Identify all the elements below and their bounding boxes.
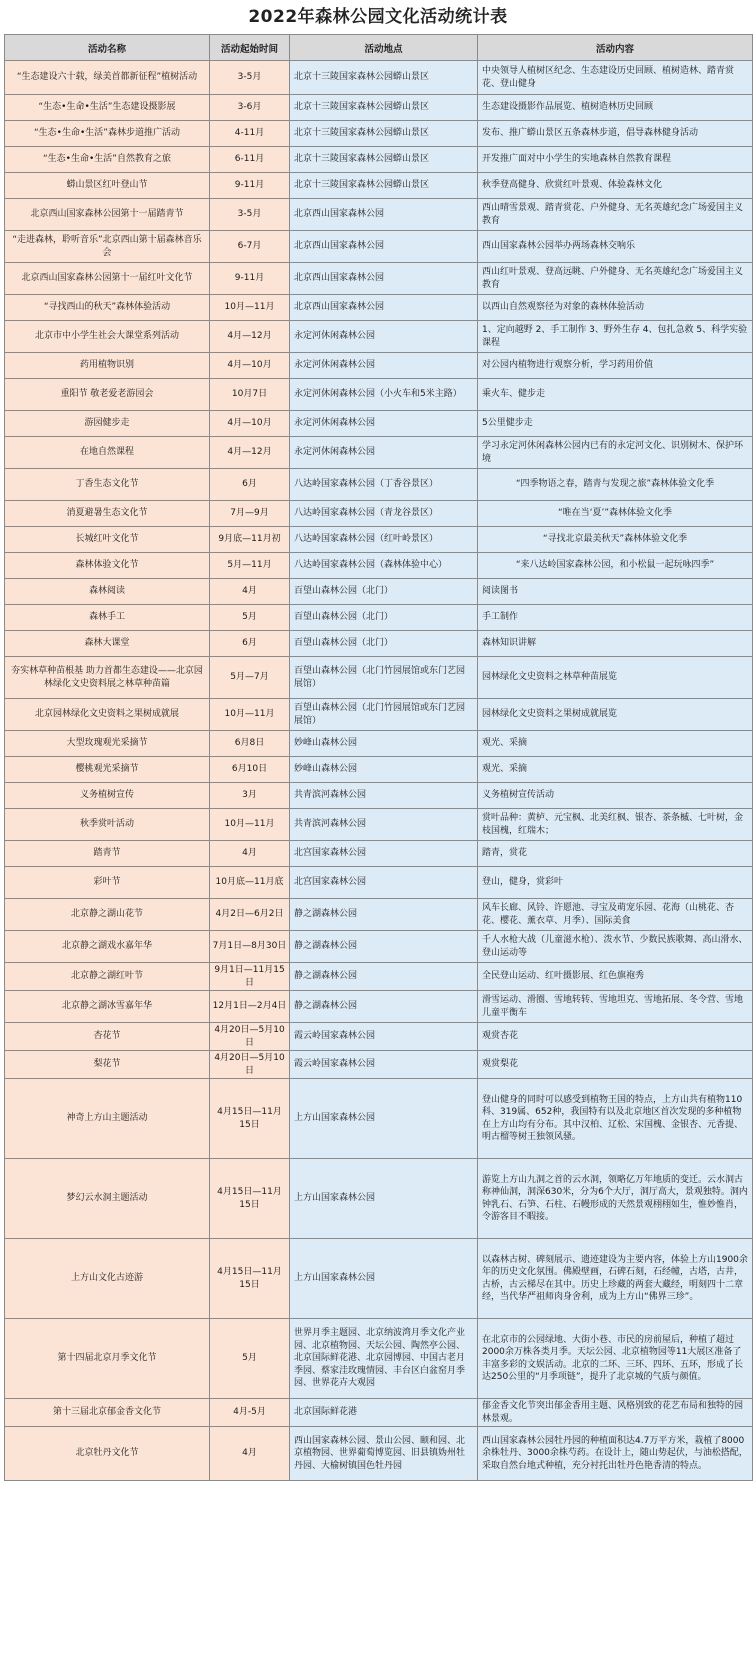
activity-name-cell: 踏青节 [5,841,210,867]
table-row [5,61,753,95]
table-row [5,1399,753,1427]
table-row [5,1319,753,1399]
location-cell: 永定河休闲森林公园 [290,321,478,353]
table-row [5,411,753,437]
content-cell: 以森林古树、碑刻展示、遗迹建设为主要内容，体验上方山1900余年的历史文化氛围。佛殿壁画，石碑石刻，石经幢，古塔，古井，古桥，古云梯尽在其中。历史上珍藏的两套大藏经，明刻四十二章经，当代华严祖师肉身舍利，成为上方山“佛界三珍”。 [478,1239,753,1319]
start-time-cell: 3-6月 [210,95,290,121]
content-cell: 1、定向越野 2、手工制作 3、野外生存 4、包扎急救 5、科学实验课程 [478,321,753,353]
start-time-cell: 5月 [210,605,290,631]
start-time-cell: 4月20日—5月10日 [210,1051,290,1079]
location-cell: 北京十三陵国家森林公园蟒山景区 [290,121,478,147]
start-time-cell: 4月 [210,579,290,605]
table-row [5,501,753,527]
content-cell: 西山国家森林公园举办两场森林交响乐 [478,231,753,263]
content-cell: 游览上方山九洞之首的云水洞，领略亿万年地质的变迁。云水洞古称神仙洞，洞深630米，分为6个大厅，洞厅高大，景观独特。洞内钟乳石、石笋、石柱、石幔形成的天然景观栩栩如生，惟妙惟肖，令游客目不暇接。 [478,1159,753,1239]
content-cell: 以西山自然观察径为对象的森林体验活动 [478,295,753,321]
content-cell: 手工制作 [478,605,753,631]
table-row [5,757,753,783]
header-location: 活动地点 [290,35,478,61]
start-time-cell: 9-11月 [210,263,290,295]
activity-name-cell: “寻找西山的秋天”森林体验活动 [5,295,210,321]
activity-name-cell: 北京牡丹文化节 [5,1427,210,1481]
table-row [5,991,753,1023]
location-cell: 北京西山国家森林公园 [290,231,478,263]
content-cell: 5公里健步走 [478,411,753,437]
location-cell: 北宫国家森林公园 [290,867,478,899]
start-time-cell: 6月8日 [210,731,290,757]
start-time-cell: 6月 [210,469,290,501]
activity-name-cell: 上方山文化古迹游 [5,1239,210,1319]
location-cell: 八达岭国家森林公园（青龙谷景区） [290,501,478,527]
start-time-cell: 3-5月 [210,61,290,95]
table-row [5,841,753,867]
start-time-cell: 10月—11月 [210,809,290,841]
activity-name-cell: “生态•生命•生活”自然教育之旅 [5,147,210,173]
content-cell: 西山红叶景观、登高远眺、户外健身、无名英雄纪念广场爱国主义教育 [478,263,753,295]
table-header-row [5,35,753,61]
table-row [5,263,753,295]
table-row [5,867,753,899]
activity-name-cell: 北京园林绿化文史资料之果树成就展 [5,699,210,731]
location-cell: 共青滨河森林公园 [290,783,478,809]
location-cell: 霞云岭国家森林公园 [290,1023,478,1051]
content-cell: 赏叶品种：黄栌、元宝枫、北美红枫、银杏、茶条槭、七叶树，金枝国槐，红瑞木； [478,809,753,841]
content-cell: 森林知识讲解 [478,631,753,657]
activity-name-cell: 重阳节 敬老爱老游园会 [5,379,210,411]
table-row [5,437,753,469]
content-cell: 西山国家森林公园牡丹园的种植面积达4.7万平方米，栽植了8000余株牡丹、3000余株芍药。在设计上，随山势起伏，与油松搭配，采取自然台地式种植，充分衬托出牡丹色艳香清的特点。 [478,1427,753,1481]
activity-name-cell: 梨花节 [5,1051,210,1079]
table-row [5,173,753,199]
start-time-cell: 5月—11月 [210,553,290,579]
start-time-cell: 4月2日—6月2日 [210,899,290,931]
start-time-cell: 5月 [210,1319,290,1399]
activity-name-cell: 神奇上方山主题活动 [5,1079,210,1159]
activity-table [4,34,753,1481]
location-cell: 妙峰山森林公园 [290,757,478,783]
start-time-cell: 10月—11月 [210,295,290,321]
content-cell: 乘火车、健步走 [478,379,753,411]
table-row [5,931,753,963]
start-time-cell: 3-5月 [210,199,290,231]
start-time-cell: 4月15日—11月15日 [210,1079,290,1159]
location-cell: 北宫国家森林公园 [290,841,478,867]
table-row [5,699,753,731]
start-time-cell: 7月—9月 [210,501,290,527]
content-cell: 观赏梨花 [478,1051,753,1079]
location-cell: 百望山森林公园（北门竹园展馆或东门艺园展馆） [290,657,478,699]
location-cell: 妙峰山森林公园 [290,731,478,757]
start-time-cell: 6月 [210,631,290,657]
table-row [5,121,753,147]
table-row [5,657,753,699]
activity-name-cell: 北京静之湖戏水嘉年华 [5,931,210,963]
content-cell: “来八达岭国家森林公园，和小松鼠一起玩咏四季” [478,553,753,579]
table-row [5,379,753,411]
activity-name-cell: “生态•生命•生活”生态建设摄影展 [5,95,210,121]
start-time-cell: 6-11月 [210,147,290,173]
start-time-cell: 6月10日 [210,757,290,783]
table-row [5,809,753,841]
table-row [5,1159,753,1239]
location-cell: 西山国家森林公园、景山公园、颐和园、北京植物园、世界葡萄博览园、旧县镇妫州牡丹园、大榆树镇国色牡丹园 [290,1427,478,1481]
start-time-cell: 4月—10月 [210,353,290,379]
activity-name-cell: 梦幻云水洞主题活动 [5,1159,210,1239]
content-cell: 开发推广面对中小学生的实地森林自然教育课程 [478,147,753,173]
content-cell: 中央领导人植树区纪念、生态建设历史回顾、植树造林、踏青赏花、登山健身 [478,61,753,95]
start-time-cell: 4月20日—5月10日 [210,1023,290,1051]
activity-name-cell: 秋季赏叶活动 [5,809,210,841]
activity-name-cell: 北京静之湖冰雪嘉年华 [5,991,210,1023]
start-time-cell: 10月—11月 [210,699,290,731]
activity-name-cell: 夯实林草种苗根基 助力首都生态建设——北京园林绿化文史资料展之林草种苗篇 [5,657,210,699]
table-row [5,899,753,931]
location-cell: 八达岭国家森林公园（丁香谷景区） [290,469,478,501]
table-row [5,1023,753,1051]
location-cell: 上方山国家森林公园 [290,1079,478,1159]
table-row [5,1427,753,1481]
header-start-time: 活动起始时间 [210,35,290,61]
location-cell: 百望山森林公园（北门竹园展馆或东门艺园展馆） [290,699,478,731]
start-time-cell: 4月—12月 [210,321,290,353]
location-cell: 静之湖森林公园 [290,991,478,1023]
location-cell: 霞云岭国家森林公园 [290,1051,478,1079]
table-row [5,1079,753,1159]
activity-name-cell: 北京静之湖山花节 [5,899,210,931]
content-cell: 园林绿化文史资料之林草种苗展览 [478,657,753,699]
location-cell: 北京国际鲜花港 [290,1399,478,1427]
activity-name-cell: “生态建设六十载，绿美首都新征程”植树活动 [5,61,210,95]
table-row [5,527,753,553]
location-cell: 北京西山国家森林公园 [290,199,478,231]
activity-name-cell: 游园健步走 [5,411,210,437]
location-cell: 北京十三陵国家森林公园蟒山景区 [290,95,478,121]
content-cell: 风车长廊、风铃、许愿池、寻宝及萌宠乐园、花海（山桃花、杏花、樱花、薰衣草、月季）、国际美食 [478,899,753,931]
table-row [5,199,753,231]
activity-name-cell: 森林大课堂 [5,631,210,657]
activity-name-cell: 森林阅读 [5,579,210,605]
activity-name-cell: 第十三届北京郁金香文化节 [5,1399,210,1427]
activity-name-cell: 森林手工 [5,605,210,631]
table-row [5,469,753,501]
location-cell: 北京西山国家森林公园 [290,295,478,321]
activity-name-cell: 森林体验文化节 [5,553,210,579]
activity-name-cell: 在地自然课程 [5,437,210,469]
start-time-cell: 4月—10月 [210,411,290,437]
location-cell: 上方山国家森林公园 [290,1159,478,1239]
location-cell: 北京十三陵国家森林公园蟒山景区 [290,61,478,95]
start-time-cell: 4月-5月 [210,1399,290,1427]
activity-name-cell: 彩叶节 [5,867,210,899]
content-cell: 秋季登高健身、欣赏红叶景观、体验森林文化 [478,173,753,199]
activity-name-cell: 杏花节 [5,1023,210,1051]
location-cell: 八达岭国家森林公园（森林体验中心） [290,553,478,579]
location-cell: 北京十三陵国家森林公园蟒山景区 [290,147,478,173]
table-row [5,95,753,121]
table-row [5,731,753,757]
table-row [5,295,753,321]
start-time-cell: 6-7月 [210,231,290,263]
table-row [5,147,753,173]
start-time-cell: 4月15日—11月15日 [210,1239,290,1319]
page-title: 2022年森林公园文化活动统计表 [248,7,508,27]
header-activity-name: 活动名称 [5,35,210,61]
content-cell: 生态建设摄影作品展览、植树造林历史回顾 [478,95,753,121]
location-cell: 永定河休闲森林公园 [290,353,478,379]
location-cell: 八达岭国家森林公园（红叶岭景区） [290,527,478,553]
content-cell: 观赏杏花 [478,1023,753,1051]
content-cell: “唯在当‘夏’”森林体验文化季 [478,501,753,527]
start-time-cell: 4-11月 [210,121,290,147]
table-row [5,1051,753,1079]
location-cell: 永定河休闲森林公园 [290,411,478,437]
content-cell: “四季物语之春，踏青与发现之旅”森林体验文化季 [478,469,753,501]
location-cell: 静之湖森林公园 [290,931,478,963]
content-cell: 学习永定河休闲森林公园内已有的永定河文化、识别树木、保护环境 [478,437,753,469]
start-time-cell: 9月1日—11月15日 [210,963,290,991]
content-cell: 阅读图书 [478,579,753,605]
content-cell: 对公园内植物进行观察分析，学习药用价值 [478,353,753,379]
content-cell: 千人水枪大战（儿童滋水枪）、泼水节、少数民族歌舞、高山滑水、登山运动等 [478,931,753,963]
content-cell: 踏青，赏花 [478,841,753,867]
content-cell: 西山晴雪景观、踏青赏花、户外健身、无名英雄纪念广场爱国主义教育 [478,199,753,231]
activity-name-cell: 北京西山国家森林公园第十一届踏青节 [5,199,210,231]
start-time-cell: 7月1日—8月30日 [210,931,290,963]
content-cell: 登山，健身，赏彩叶 [478,867,753,899]
content-cell: 观光、采摘 [478,757,753,783]
activity-name-cell: 大型玫瑰观光采摘节 [5,731,210,757]
activity-name-cell: “走进森林，聆听音乐”北京西山第十届森林音乐会 [5,231,210,263]
content-cell: 在北京市的公园绿地、大街小巷、市民的房前屋后，种植了超过2000余万株各类月季。天坛公园、北京植物园等11大展区准备了丰富多彩的文娱活动。北京的二环、三环、四环、五环，形成了长达250公里的“月季项链”，提升了北京城的气质与颜值。 [478,1319,753,1399]
table-row [5,631,753,657]
location-cell: 静之湖森林公园 [290,963,478,991]
activity-name-cell: 第十四届北京月季文化节 [5,1319,210,1399]
table-row [5,963,753,991]
activity-name-cell: “生态•生命•生活”森林步道推广活动 [5,121,210,147]
activity-name-cell: 蟒山景区红叶登山节 [5,173,210,199]
location-cell: 静之湖森林公园 [290,899,478,931]
content-cell: 观光、采摘 [478,731,753,757]
table-row [5,553,753,579]
table-row [5,605,753,631]
activity-name-cell: 消夏避暑生态文化节 [5,501,210,527]
activity-name-cell: 北京市中小学生社会大课堂系列活动 [5,321,210,353]
start-time-cell: 4月15日—11月15日 [210,1159,290,1239]
content-cell: 义务植树宣传活动 [478,783,753,809]
start-time-cell: 3月 [210,783,290,809]
location-cell: 北京西山国家森林公园 [290,263,478,295]
location-cell: 北京十三陵国家森林公园蟒山景区 [290,173,478,199]
start-time-cell: 4月 [210,841,290,867]
table-body [5,61,753,1481]
location-cell: 百望山森林公园（北门） [290,605,478,631]
content-cell: 滑雪运动、滑圈、雪地转转、雪地坦克、雪地拓展、冬令营、雪地儿童平衡车 [478,991,753,1023]
activity-name-cell: 北京静之湖红叶节 [5,963,210,991]
table-row [5,579,753,605]
content-cell: 全民登山运动、红叶摄影展、红色旗袍秀 [478,963,753,991]
table-row [5,1239,753,1319]
table-row [5,231,753,263]
header-content: 活动内容 [478,35,753,61]
location-cell: 世界月季主题园、北京纳波湾月季文化产业园、北京植物园、天坛公园、陶然亭公园、北京国际鲜花港、北京园博园、中国古老月季园、蔡家洼玫瑰情园、丰台区白盆窑月季园、世界花卉大观园 [290,1319,478,1399]
location-cell: 百望山森林公园（北门） [290,631,478,657]
table-row [5,783,753,809]
start-time-cell: 10月底—11月底 [210,867,290,899]
content-cell: “寻找北京最美秋天”森林体验文化季 [478,527,753,553]
activity-name-cell: 药用植物识别 [5,353,210,379]
location-cell: 永定河休闲森林公园 [290,437,478,469]
start-time-cell: 12月1日—2月4日 [210,991,290,1023]
content-cell: 园林绿化文史资料之果树成就展览 [478,699,753,731]
location-cell: 上方山国家森林公园 [290,1239,478,1319]
table-row [5,321,753,353]
location-cell: 永定河休闲森林公园（小火车和5米主路） [290,379,478,411]
activity-name-cell: 北京西山国家森林公园第十一届红叶文化节 [5,263,210,295]
start-time-cell: 9-11月 [210,173,290,199]
start-time-cell: 5月—7月 [210,657,290,699]
activity-name-cell: 樱桃观光采摘节 [5,757,210,783]
start-time-cell: 9月底—11月初 [210,527,290,553]
content-cell: 登山健身的同时可以感受到植物王国的特点，上方山共有植物110科、319属、652种，我国特有以及北京地区首次发现的多种植物在上方山均有分布。其中汉柏、辽松、宋国槐、金银杏、元香提、明古榴等树王独领风骚。 [478,1079,753,1159]
content-cell: 郁金香文化节突出郁金香用主题、风格别致的花艺布局和独特的园林景观。 [478,1399,753,1427]
activity-name-cell: 义务植树宣传 [5,783,210,809]
location-cell: 百望山森林公园（北门） [290,579,478,605]
location-cell: 共青滨河森林公园 [290,809,478,841]
start-time-cell: 10月7日 [210,379,290,411]
activity-name-cell: 长城红叶文化节 [5,527,210,553]
activity-name-cell: 丁香生态文化节 [5,469,210,501]
table-row [5,353,753,379]
start-time-cell: 4月 [210,1427,290,1481]
content-cell: 发布、推广蟒山景区五条森林步道，倡导森林健身活动 [478,121,753,147]
start-time-cell: 4月—12月 [210,437,290,469]
